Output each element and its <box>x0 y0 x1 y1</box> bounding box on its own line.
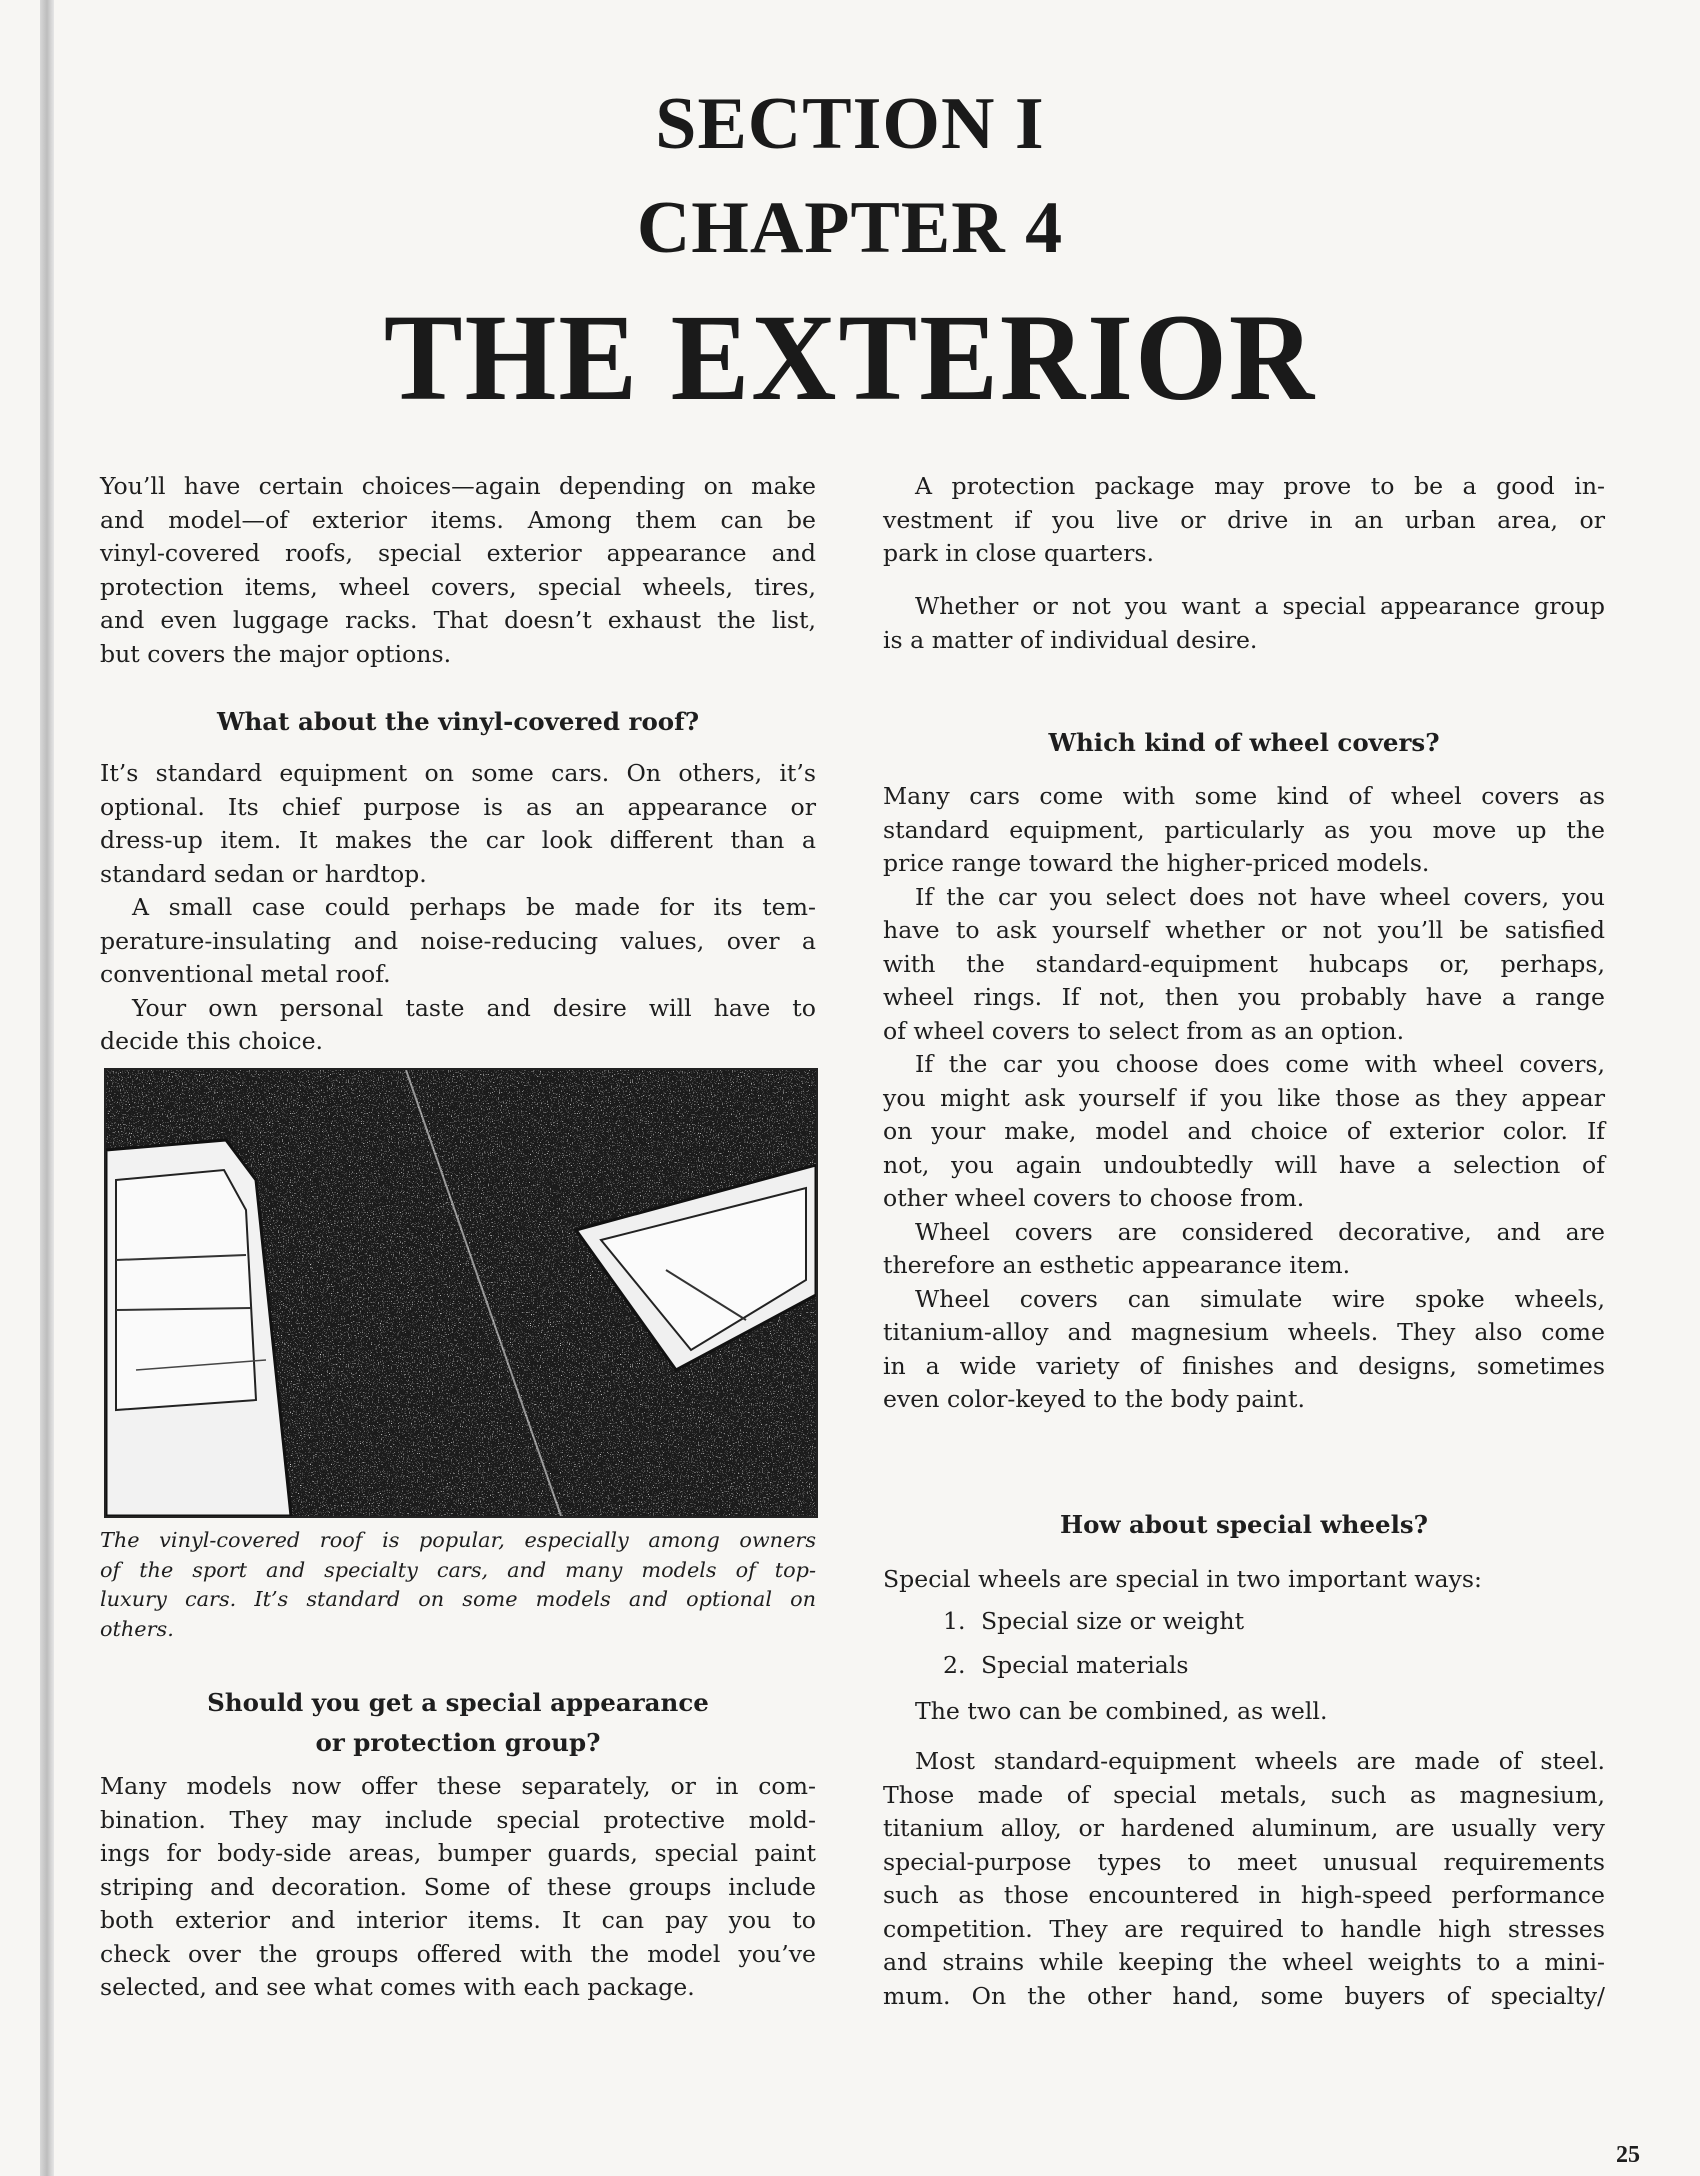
text-line: Many cars come with some kind of wheel covers as <box>883 782 1605 810</box>
text-line: others. <box>100 1616 174 1641</box>
text-line: check over the groups offered with the model you’ve <box>100 1939 816 1968</box>
heading-line: Should you get a special appearance <box>207 1688 709 1717</box>
text-line: on your make, model and choice of exterior color. If <box>883 1117 1605 1145</box>
special-wheels-list <box>883 1605 1605 1682</box>
text-line: A small case could perhaps be made for its tem- <box>132 893 816 921</box>
text-line: Most standard-equipment wheels are made of steel. <box>915 1747 1605 1775</box>
text-line: Your own personal taste and desire will have to <box>132 993 816 1022</box>
text-line: standard sedan or hardtop. <box>100 859 427 888</box>
text-line: wheel rings. If not, then you probably have a range <box>883 983 1605 1011</box>
figure-caption <box>100 1526 816 1644</box>
text-line: and model—of exterior items. Among them can be <box>100 505 816 534</box>
combined-note <box>883 1695 1605 1729</box>
text-line: You’ll have certain choices—again depending on make <box>100 472 816 500</box>
text-line: bination. They may include special protective mold- <box>100 1805 816 1834</box>
appearance-group-paragraph <box>100 1770 816 2005</box>
text-line: but covers the major options. <box>100 639 452 668</box>
text-line: and strains while keeping the wheel weights to a mini- <box>883 1948 1605 1976</box>
text-line: park in close quarters. <box>883 539 1154 567</box>
text-line: price range toward the higher-priced models. <box>883 849 1430 877</box>
text-line: titanium-alloy and magnesium wheels. They also come <box>883 1318 1605 1346</box>
text-line: in a wide variety of finishes and designs, sometimes <box>883 1351 1605 1380</box>
text-line: special-purpose types to meet unusual requirements <box>883 1847 1605 1876</box>
text-line: is a matter of individual desire. <box>883 625 1258 654</box>
text-line: decide this choice. <box>100 1027 324 1055</box>
vinyl-roof-photo <box>104 1068 818 1518</box>
text-line: and even luggage racks. That doesn’t exhaust the list, <box>100 606 816 634</box>
text-line: vestment if you live or drive in an urban area, or <box>883 505 1605 534</box>
text-line: ings for body-side areas, bumper guards, special paint <box>100 1839 816 1867</box>
text-line: vinyl-covered roofs, special exterior appearance and <box>100 539 816 567</box>
text-line: you might ask yourself if you like those as they appear <box>883 1083 1605 1112</box>
text-line: protection items, wheel covers, special wheels, tires, <box>100 572 816 601</box>
list-item <box>883 1605 1605 1639</box>
text-line: It’s standard equipment on some cars. On others, it’s <box>100 759 816 787</box>
text-line: have to ask yourself whether or not you’ll be satisfied <box>883 916 1605 944</box>
chapter-label: CHAPTER 4 <box>636 187 1064 269</box>
text-line: The vinyl-covered roof is popular, especially among owners <box>100 1528 816 1552</box>
text-line: even color-keyed to the body paint. <box>883 1385 1305 1413</box>
text-line: mum. On the other hand, some buyers of specialty/ <box>883 1981 1605 2010</box>
text-line: other wheel covers to choose from. <box>883 1184 1305 1212</box>
intro-paragraph <box>100 470 816 671</box>
heading-line: or protection group? <box>315 1728 601 1757</box>
list-text: Special materials <box>981 1650 1189 1679</box>
vinyl-roof-paragraph <box>100 757 816 1059</box>
text-line: standard equipment, particularly as you move up the <box>883 815 1605 844</box>
heading-wheel-covers: Which kind of wheel covers? <box>1048 728 1440 757</box>
list-text: Special size or weight <box>981 1607 1245 1635</box>
text-line: titanium alloy, or hardened aluminum, are usually very <box>883 1814 1605 1842</box>
text-line: not, you again undoubtedly will have a selection of <box>883 1150 1605 1179</box>
heading-special-wheels: How about special wheels? <box>1059 1510 1429 1539</box>
list-number: 2. <box>943 1650 966 1679</box>
text-line: selected, and see what comes with each package. <box>100 1973 695 2001</box>
text-line: Wheel covers can simulate wire spoke wheels, <box>915 1284 1605 1313</box>
text-line: such as those encountered in high-speed performance <box>883 1881 1605 1909</box>
protection-paragraph <box>883 470 1605 571</box>
text-line: dress-up item. It makes the car look different than a <box>100 826 816 854</box>
text-line: competition. They are required to handle high stresses <box>883 1914 1605 1943</box>
list-item <box>883 1649 1605 1683</box>
text-line: of the sport and specialty cars, and many models of top- <box>100 1557 816 1582</box>
page-number: 25 <box>1616 2142 1640 2168</box>
appearance-paragraph <box>883 590 1605 657</box>
text-line: striping and decoration. Some of these groups include <box>100 1872 816 1901</box>
text-line: Whether or not you want a special appearance group <box>915 592 1605 620</box>
vinyl-roof-illustration <box>106 1070 816 1516</box>
section-label: SECTION I <box>655 83 1045 165</box>
text-line: Those made of special metals, such as magnesium, <box>883 1780 1605 1809</box>
text-line: conventional metal roof. <box>100 960 391 988</box>
wheel-covers-paragraph <box>883 780 1605 1417</box>
text-line: luxury cars. It’s standard on some models and optional on <box>100 1587 816 1611</box>
text-line: of wheel covers to select from as an option. <box>883 1016 1405 1045</box>
heading-vinyl-roof: What about the vinyl-covered roof? <box>216 707 700 736</box>
text-line: with the standard-equipment hubcaps or, perhaps, <box>883 949 1605 978</box>
text-line: therefore an esthetic appearance item. <box>883 1251 1351 1279</box>
special-wheels-paragraph <box>883 1745 1605 2013</box>
text-line: optional. Its chief purpose is as an appearance or <box>100 792 816 821</box>
text-line: If the car you select does not have wheel covers, you <box>915 882 1605 911</box>
text-line: Special wheels are special in two important ways: <box>883 1565 1482 1593</box>
text-line: The two can be combined, as well. <box>915 1697 1328 1725</box>
text-line: A protection package may prove to be a good in- <box>915 472 1605 500</box>
special-wheels-intro <box>883 1563 1605 1597</box>
chapter-title: THE EXTERIOR <box>383 288 1317 427</box>
text-line: If the car you choose does come with wheel covers, <box>915 1050 1605 1078</box>
heading-appearance-group <box>100 1683 816 1763</box>
text-line: perature-insulating and noise-reducing values, over a <box>100 926 816 955</box>
list-number: 1. <box>943 1607 966 1635</box>
text-line: Many models now offer these separately, or in com- <box>100 1772 816 1800</box>
text-line: Wheel covers are considered decorative, and are <box>915 1217 1605 1246</box>
text-line: both exterior and interior items. It can pay you to <box>100 1906 816 1934</box>
